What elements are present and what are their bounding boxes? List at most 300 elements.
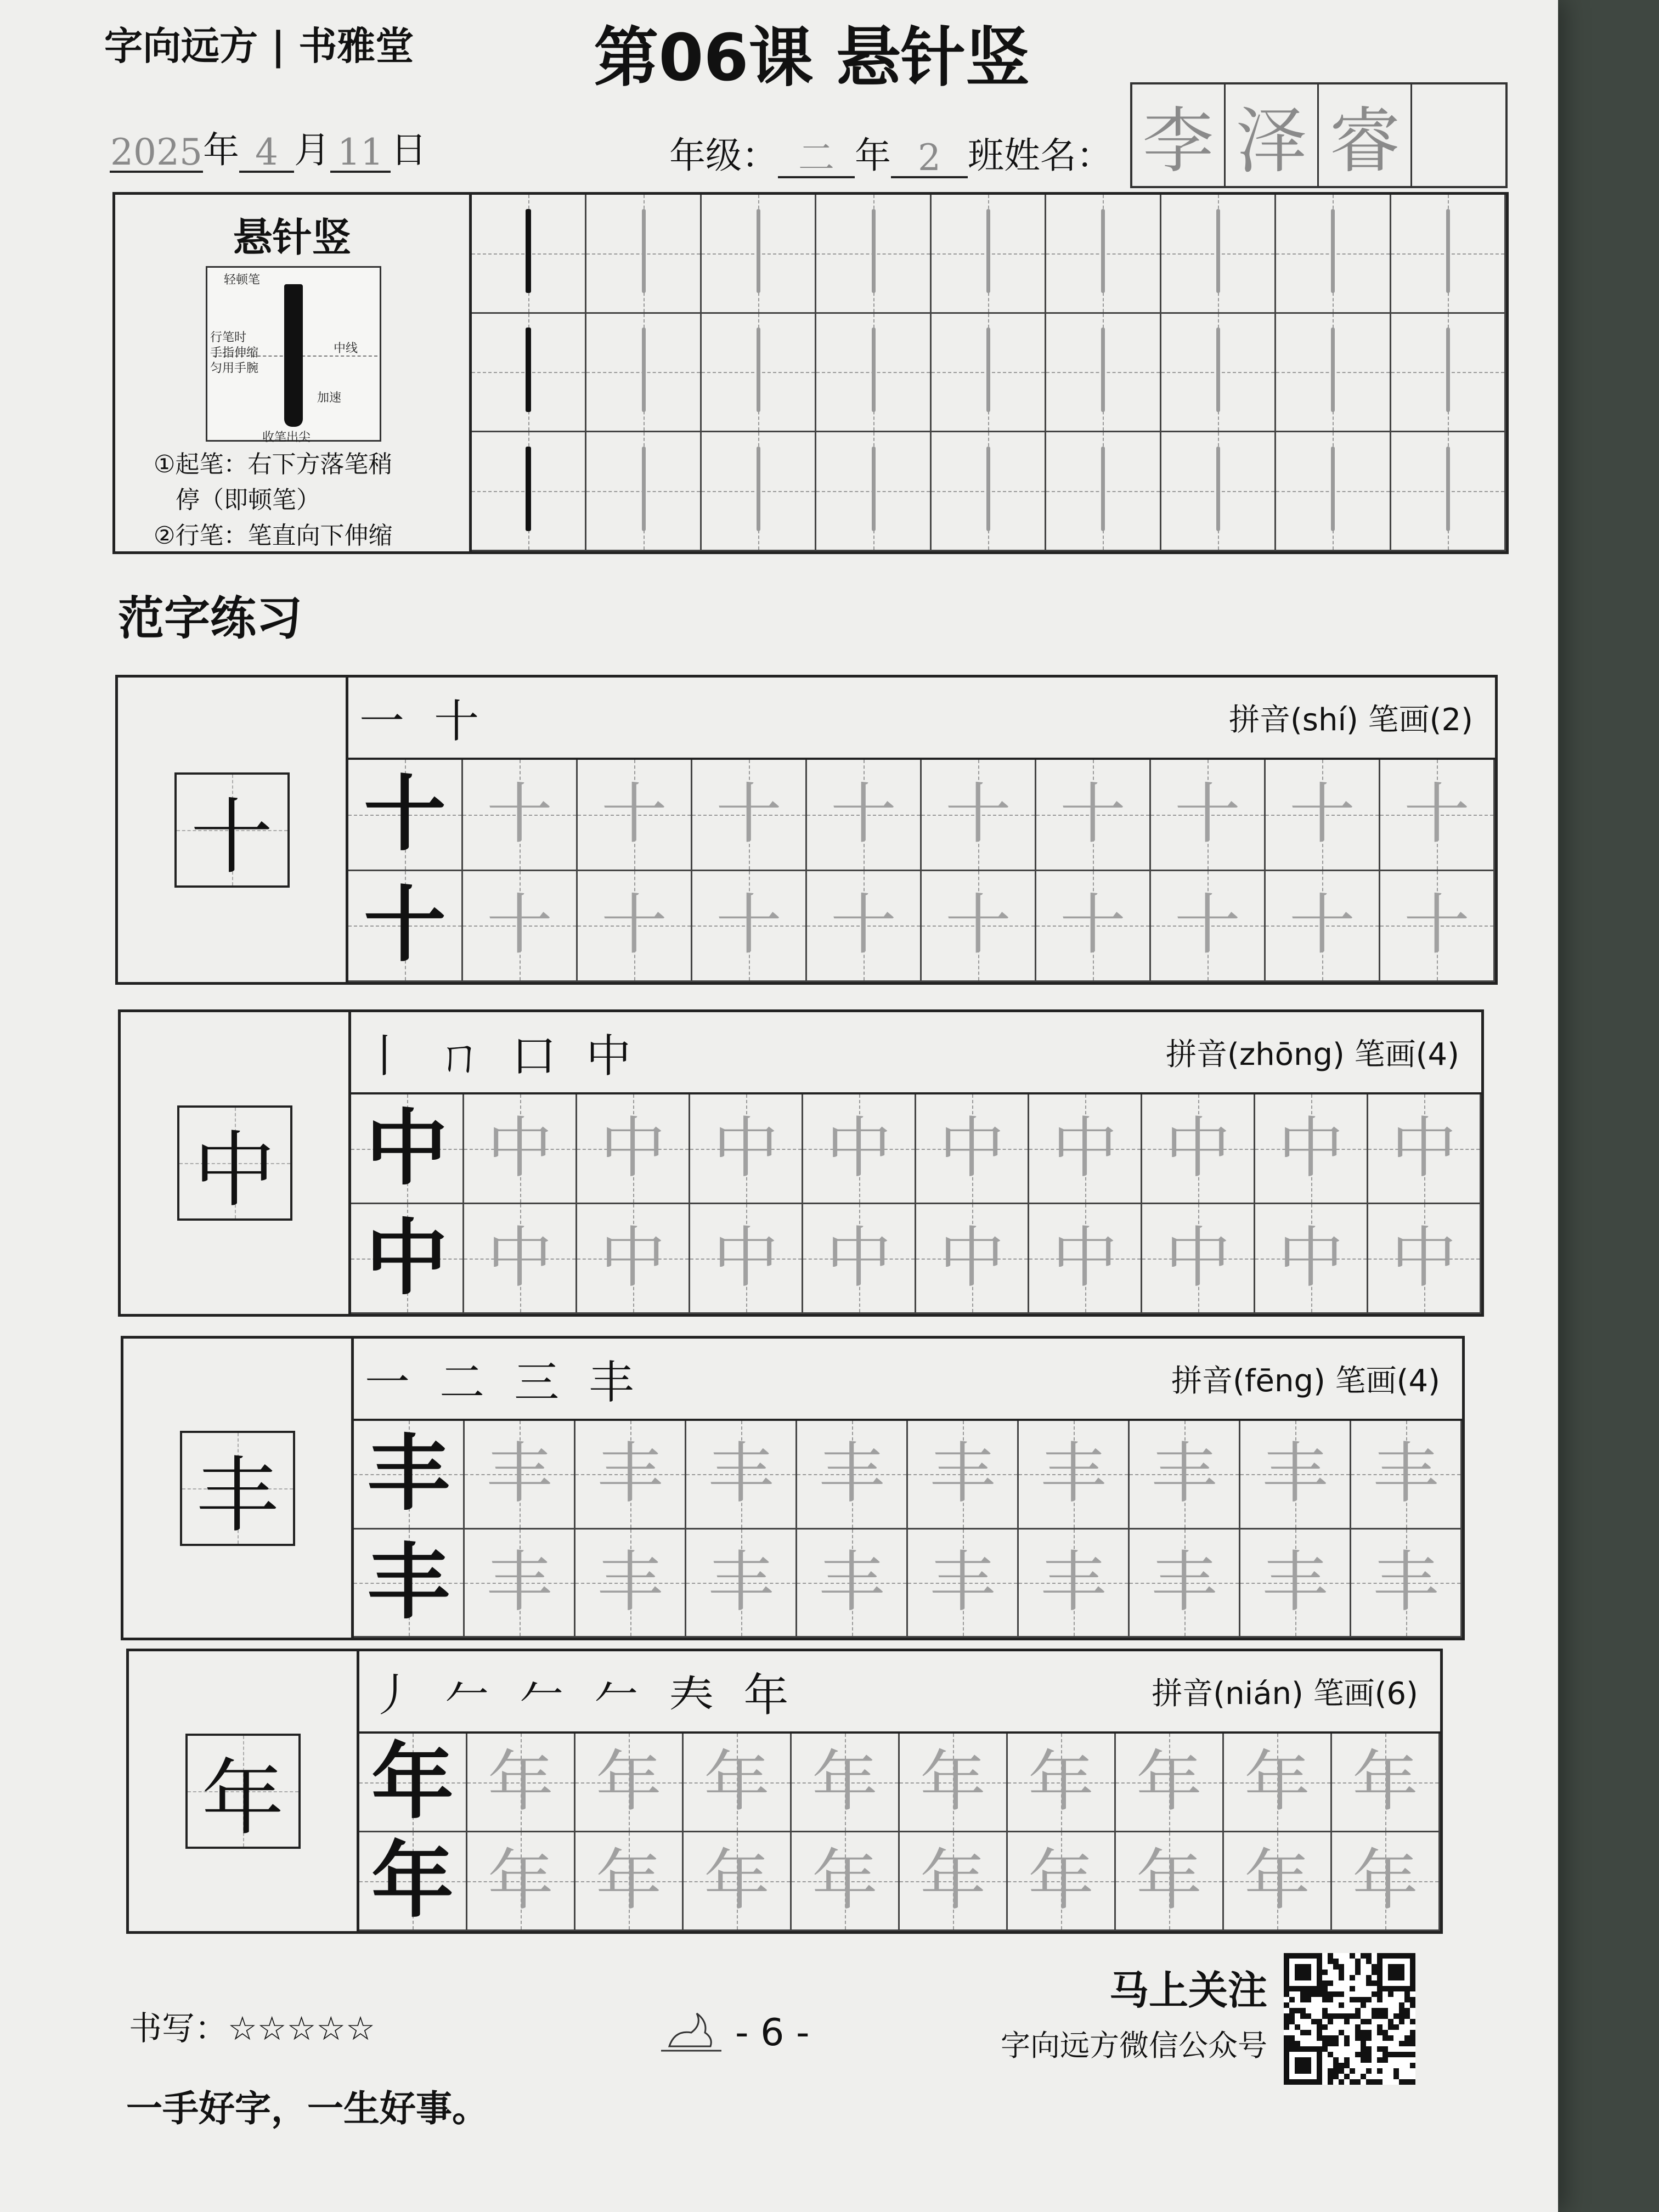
stroke-count-label: 笔画(2) — [1368, 702, 1473, 738]
char-practice-cell[interactable] — [577, 1094, 690, 1204]
char-info-bar — [354, 1339, 1462, 1421]
diagram-label: 行笔时 — [210, 331, 247, 345]
model-char-panel — [129, 1651, 359, 1931]
char-practice-cell[interactable] — [1368, 1204, 1481, 1314]
char-practice-cell[interactable] — [797, 1421, 908, 1530]
char-practice-cell[interactable] — [1224, 1832, 1332, 1931]
handwritten-char: 丰 — [597, 1436, 663, 1513]
model-char-panel — [118, 678, 348, 982]
model-char-box — [185, 1734, 301, 1849]
model-char: 十 — [363, 766, 446, 862]
handwritten-char: 年 — [920, 1743, 986, 1820]
stroke-practice-grid — [472, 195, 1506, 551]
stroke-order: 一 十 — [359, 695, 487, 748]
handwritten-char: 十 — [945, 887, 1011, 964]
char-practice-cell[interactable] — [577, 1204, 690, 1314]
traced-stroke — [1331, 209, 1335, 294]
char-practice-cell[interactable] — [463, 760, 578, 871]
char-block-shi — [115, 675, 1498, 985]
char-practice-cell[interactable] — [1380, 760, 1495, 871]
char-practice-cell[interactable] — [1151, 871, 1266, 983]
char-practice-cell[interactable] — [803, 1094, 916, 1204]
stroke-practice-cell[interactable] — [702, 432, 816, 551]
handwritten-char: 丰 — [1262, 1436, 1328, 1513]
follow-title: 马上关注 — [1109, 1967, 1267, 2013]
name-cell[interactable]: 睿 — [1319, 84, 1412, 186]
model-char: 年 — [201, 1751, 284, 1847]
handwritten-char: 中 — [713, 1110, 779, 1187]
char-practice-cell[interactable] — [1008, 1734, 1116, 1832]
char-practice-cell[interactable] — [1332, 1734, 1440, 1832]
char-practice-cell[interactable] — [803, 1204, 916, 1314]
grade-row — [669, 126, 1113, 178]
stroke-practice-cell[interactable] — [702, 195, 816, 314]
stroke-order: 丨 ㄇ 口 中 — [362, 1030, 639, 1082]
stroke-order: 丿 𠂉 𠂉 𠂉 𡗗 年 — [370, 1669, 797, 1722]
char-practice-cell[interactable] — [900, 1832, 1008, 1931]
char-practice-cell[interactable] — [922, 871, 1036, 983]
traced-stroke — [1101, 209, 1105, 294]
stroke-practice-cell[interactable] — [1046, 314, 1161, 433]
stroke-diagram — [206, 266, 381, 442]
handwritten-char: 十 — [716, 887, 782, 964]
char-practice-cell[interactable] — [575, 1734, 684, 1832]
name-label: 姓名： — [1004, 134, 1113, 177]
handwritten-char: 中 — [713, 1220, 779, 1296]
char-practice-area — [359, 1651, 1440, 1931]
handwritten-char: 十 — [1289, 887, 1355, 964]
handwritten-char: 年 — [488, 1842, 554, 1919]
stroke-practice-cell[interactable] — [932, 432, 1046, 551]
char-practice-cell[interactable] — [578, 760, 692, 871]
char-practice-cell[interactable] — [464, 1094, 577, 1204]
char-practice-cell[interactable] — [359, 1832, 467, 1931]
stroke-practice-cell[interactable] — [1276, 195, 1391, 314]
practice-section-title: 范字练习 — [118, 591, 303, 645]
stroke-practice-cell[interactable] — [586, 432, 701, 551]
char-practice-cell[interactable] — [351, 1204, 464, 1314]
handwritten-char: 中 — [600, 1110, 666, 1187]
char-practice-cell[interactable] — [1240, 1421, 1351, 1530]
diagram-label: 轻顿笔 — [224, 273, 261, 287]
char-practice-cell[interactable] — [1116, 1832, 1224, 1931]
char-practice-cell[interactable] — [1036, 871, 1151, 983]
model-char: 中 — [193, 1123, 276, 1218]
char-practice-cell[interactable] — [575, 1530, 686, 1638]
model-char: 丰 — [196, 1448, 279, 1544]
char-practice-cell[interactable] — [1240, 1530, 1351, 1638]
diagram-label: 收笔出尖 — [262, 431, 311, 444]
handwritten-char: 年 — [704, 1842, 770, 1919]
page-number: - 6 - — [735, 2011, 810, 2055]
handwritten-char: 中 — [487, 1220, 553, 1296]
stroke-practice-cell[interactable] — [1276, 432, 1391, 551]
handwritten-char: 中 — [1278, 1220, 1344, 1296]
stroke-practice-cell[interactable] — [932, 314, 1046, 433]
handwritten-char: 丰 — [708, 1436, 774, 1513]
handwritten-char: 年 — [1352, 1743, 1418, 1820]
handwritten-char: 年 — [596, 1743, 662, 1820]
char-practice-cell[interactable] — [351, 1094, 464, 1204]
pinyin-label: 拼音(shí) — [1228, 702, 1358, 738]
char-block-feng — [121, 1336, 1465, 1640]
traced-stroke — [986, 209, 990, 294]
model-char: 年 — [371, 1734, 454, 1830]
char-practice-cell[interactable] — [1255, 1204, 1368, 1314]
char-practice-cell[interactable] — [1351, 1530, 1462, 1638]
handwritten-char: 丰 — [1373, 1436, 1439, 1513]
char-practice-cell[interactable] — [465, 1421, 575, 1530]
stroke-practice-cell[interactable] — [1161, 432, 1276, 551]
traced-stroke — [872, 447, 876, 531]
model-stroke — [526, 209, 531, 294]
model-char: 丰 — [367, 1426, 450, 1522]
model-char: 丰 — [367, 1534, 450, 1630]
year-unit: 年 — [203, 129, 239, 171]
char-meta — [1171, 1357, 1440, 1401]
handwritten-char: 丰 — [486, 1544, 552, 1621]
char-practice-cell[interactable] — [1266, 760, 1380, 871]
char-practice-cell[interactable] — [1116, 1734, 1224, 1832]
stroke-note: 停（即顿笔） — [176, 486, 320, 514]
pinyin-label: 拼音(zhōng) — [1165, 1037, 1345, 1073]
handwritten-char: 中 — [826, 1220, 892, 1296]
char-practice-cell[interactable] — [1351, 1421, 1462, 1530]
char-practice-cell[interactable] — [922, 760, 1036, 871]
handwritten-char: 年 — [596, 1842, 662, 1919]
char-info-bar — [348, 678, 1495, 760]
char-practice-cell[interactable] — [465, 1530, 575, 1638]
char-practice-cell[interactable] — [692, 871, 807, 983]
handwritten-char: 年 — [812, 1842, 878, 1919]
traced-stroke — [1446, 328, 1450, 412]
handwritten-char: 中 — [826, 1110, 892, 1187]
char-practice-cell[interactable] — [1036, 760, 1151, 871]
char-practice-cell[interactable] — [348, 871, 463, 983]
stroke-practice-cell[interactable] — [472, 195, 586, 314]
date-row — [110, 121, 427, 173]
char-practice-cell[interactable] — [792, 1832, 900, 1931]
handwritten-char: 十 — [487, 887, 552, 964]
day-field[interactable]: 11 — [330, 134, 391, 173]
char-practice-grid — [354, 1421, 1462, 1638]
char-practice-cell[interactable] — [1380, 871, 1495, 983]
char-meta — [1229, 696, 1473, 740]
stroke-practice-cell[interactable] — [1046, 195, 1161, 314]
char-practice-cell[interactable] — [692, 760, 807, 871]
traced-stroke — [757, 209, 760, 294]
traced-stroke — [1216, 209, 1220, 294]
name-cell[interactable]: 泽 — [1226, 84, 1319, 186]
handwritten-char: 丰 — [929, 1436, 996, 1513]
model-char: 年 — [371, 1833, 454, 1929]
char-practice-cell[interactable] — [690, 1094, 803, 1204]
motto: 一手好字，一生好事。 — [126, 2087, 488, 2130]
handwritten-char: 中 — [939, 1220, 1005, 1296]
char-practice-cell[interactable] — [464, 1204, 577, 1314]
model-char: 十 — [190, 789, 273, 885]
char-practice-cell[interactable] — [684, 1832, 792, 1931]
char-practice-grid — [351, 1094, 1481, 1314]
lesson-title: 第06课 悬针竖 — [594, 20, 1030, 95]
traced-stroke — [1216, 328, 1220, 412]
char-practice-cell[interactable] — [900, 1734, 1008, 1832]
char-practice-cell[interactable] — [1151, 760, 1266, 871]
brand-logo: 字向远方 | 书雅堂 — [104, 23, 414, 69]
wechat-label: 字向远方微信公众号 — [1001, 2028, 1267, 2063]
stroke-note: ②行笔：笔直向下伸缩 — [154, 522, 393, 550]
char-practice-cell[interactable] — [686, 1530, 797, 1638]
handwritten-char: 丰 — [929, 1544, 996, 1621]
handwritten-char: 丰 — [1373, 1544, 1439, 1621]
stroke-practice-cell[interactable] — [1161, 195, 1276, 314]
name-cell[interactable] — [1412, 84, 1505, 186]
traced-stroke — [1331, 447, 1335, 531]
stroke-count-label: 笔画(6) — [1313, 1676, 1418, 1712]
stroke-count-label: 笔画(4) — [1335, 1363, 1440, 1399]
char-practice-cell[interactable] — [1142, 1094, 1255, 1204]
year-field[interactable]: 2025 — [110, 131, 202, 173]
model-char-box — [174, 772, 290, 888]
handwritten-char: 丰 — [1151, 1436, 1217, 1513]
char-practice-cell[interactable] — [1019, 1421, 1130, 1530]
char-practice-cell[interactable] — [467, 1734, 575, 1832]
stroke-practice-cell[interactable] — [1276, 314, 1391, 433]
handwritten-char: 中 — [487, 1110, 553, 1187]
traced-stroke — [1331, 328, 1335, 412]
handwritten-char: 中 — [1278, 1110, 1344, 1187]
follow-prompt — [977, 1959, 1267, 2064]
handwritten-char: 丰 — [1151, 1544, 1217, 1621]
handwritten-char: 年 — [1244, 1743, 1310, 1820]
stroke-practice-cell[interactable] — [816, 432, 931, 551]
handwritten-char: 中 — [600, 1220, 666, 1296]
traced-stroke — [1446, 447, 1450, 531]
qr-code-icon[interactable] — [1284, 1953, 1415, 2085]
handwritten-char: 十 — [1404, 776, 1470, 853]
char-block-zhong — [118, 1009, 1484, 1317]
handwritten-char: 十 — [487, 776, 552, 853]
stroke-practice-cell[interactable] — [816, 195, 931, 314]
handwritten-char: 中 — [1052, 1220, 1118, 1296]
char-practice-cell[interactable] — [1029, 1204, 1142, 1314]
diagram-label: 中线 — [334, 342, 358, 356]
stroke-practice-cell[interactable] — [1391, 314, 1506, 433]
char-practice-cell[interactable] — [1142, 1204, 1255, 1314]
stroke-practice-section — [112, 192, 1509, 554]
handwritten-char: 年 — [704, 1743, 770, 1820]
stroke-practice-cell[interactable] — [472, 432, 586, 551]
char-practice-cell[interactable] — [1029, 1094, 1142, 1204]
handwritten-char: 年 — [1028, 1743, 1094, 1820]
char-practice-cell[interactable] — [354, 1530, 465, 1638]
char-practice-cell[interactable] — [1130, 1530, 1240, 1638]
stroke-practice-cell[interactable] — [1046, 432, 1161, 551]
model-stroke — [526, 328, 531, 412]
stroke-practice-cell[interactable] — [702, 314, 816, 433]
handwritten-char: 中 — [1052, 1110, 1118, 1187]
char-practice-cell[interactable] — [1019, 1530, 1130, 1638]
traced-stroke — [1446, 209, 1450, 294]
char-practice-cell[interactable] — [348, 760, 463, 871]
handwritten-char: 十 — [1060, 887, 1126, 964]
stroke-practice-cell[interactable] — [1391, 432, 1506, 551]
char-practice-cell[interactable] — [463, 871, 578, 983]
char-practice-grid — [359, 1734, 1440, 1931]
stroke-practice-cell[interactable] — [932, 195, 1046, 314]
stroke-practice-cell[interactable] — [1391, 195, 1506, 314]
diagram-label: 匀用手腕 — [210, 362, 259, 375]
handwritten-char: 丰 — [597, 1544, 663, 1621]
handwritten-char: 丰 — [486, 1436, 552, 1513]
traced-stroke — [642, 209, 646, 294]
handwritten-char: 十 — [1175, 776, 1240, 853]
stroke-order: 一 二 三 丰 — [365, 1356, 642, 1409]
model-char-box — [177, 1105, 292, 1221]
class-field[interactable]: 2 — [891, 140, 968, 178]
handwritten-char: 年 — [488, 1743, 554, 1820]
char-meta — [1166, 1030, 1459, 1074]
handwritten-char: 十 — [716, 776, 782, 853]
handwritten-char: 中 — [1165, 1220, 1231, 1296]
char-practice-cell[interactable] — [807, 871, 922, 983]
handwritten-char: 年 — [1352, 1842, 1418, 1919]
handwritten-char: 年 — [1244, 1842, 1310, 1919]
char-block-nian — [126, 1649, 1443, 1934]
char-practice-cell[interactable] — [908, 1530, 1019, 1638]
char-practice-cell[interactable] — [575, 1832, 684, 1931]
stroke-practice-cell[interactable] — [1161, 314, 1276, 433]
stroke-count-label: 笔画(4) — [1354, 1037, 1459, 1073]
char-practice-area — [354, 1339, 1462, 1638]
handwritten-char: 中 — [1391, 1110, 1457, 1187]
char-practice-cell[interactable] — [1130, 1421, 1240, 1530]
grade-label: 年级： — [669, 134, 778, 177]
char-practice-area — [351, 1012, 1481, 1314]
traced-stroke — [1216, 447, 1220, 531]
traced-stroke — [872, 209, 876, 294]
handwritten-char: 年 — [1136, 1842, 1202, 1919]
handwritten-char: 丰 — [819, 1436, 885, 1513]
traced-stroke — [872, 328, 876, 412]
char-practice-cell[interactable] — [686, 1421, 797, 1530]
char-practice-cell[interactable] — [916, 1094, 1029, 1204]
char-practice-cell[interactable] — [807, 760, 922, 871]
handwritten-char: 丰 — [819, 1544, 885, 1621]
handwritten-char: 十 — [1404, 887, 1470, 964]
handwritten-char: 十 — [831, 887, 896, 964]
char-practice-cell[interactable] — [1266, 871, 1380, 983]
handwritten-char: 丰 — [1040, 1544, 1107, 1621]
traced-stroke — [986, 328, 990, 412]
month-unit: 月 — [294, 129, 330, 171]
model-char-panel — [121, 1012, 351, 1314]
handwritten-char: 年 — [812, 1743, 878, 1820]
char-practice-cell[interactable] — [1255, 1094, 1368, 1204]
rabbit-icon — [658, 2008, 724, 2057]
model-char-box — [180, 1431, 295, 1546]
char-practice-cell[interactable] — [1368, 1094, 1481, 1204]
traced-stroke — [1101, 328, 1105, 412]
char-practice-cell[interactable] — [916, 1204, 1029, 1314]
handwritten-char: 中 — [1165, 1110, 1231, 1187]
handwritten-char: 丰 — [1262, 1544, 1328, 1621]
handwritten-char: 十 — [601, 887, 667, 964]
char-practice-grid — [348, 760, 1495, 982]
grade-unit: 年 — [855, 134, 891, 177]
char-practice-cell[interactable] — [359, 1734, 467, 1832]
handwritten-char: 中 — [939, 1110, 1005, 1187]
handwritten-char: 丰 — [708, 1544, 774, 1621]
stroke-note: ①起笔：右下方落笔稍 — [154, 450, 393, 478]
model-char: 十 — [363, 878, 446, 974]
stroke-practice-cell[interactable] — [472, 314, 586, 433]
char-practice-cell[interactable] — [1008, 1832, 1116, 1931]
char-practice-cell[interactable] — [792, 1734, 900, 1832]
model-char: 中 — [365, 1101, 448, 1197]
char-practice-cell[interactable] — [578, 871, 692, 983]
stroke-practice-cell[interactable] — [816, 314, 931, 433]
char-practice-cell[interactable] — [467, 1832, 575, 1931]
char-practice-cell[interactable] — [690, 1204, 803, 1314]
handwritten-char: 年 — [1136, 1743, 1202, 1820]
char-practice-cell[interactable] — [684, 1734, 792, 1832]
handwritten-char: 十 — [601, 776, 667, 853]
traced-stroke — [757, 328, 760, 412]
handwritten-char: 年 — [920, 1842, 986, 1919]
pinyin-label: 拼音(fēng) — [1171, 1363, 1325, 1399]
grade-field[interactable]: 二 — [778, 140, 855, 178]
handwritten-char: 十 — [1289, 776, 1355, 853]
stroke-practice-cell[interactable] — [586, 195, 701, 314]
model-stroke — [526, 447, 531, 531]
char-practice-cell[interactable] — [1224, 1734, 1332, 1832]
handwritten-char: 十 — [945, 776, 1011, 853]
char-practice-cell[interactable] — [1332, 1832, 1440, 1931]
name-boxes — [1130, 82, 1508, 188]
char-practice-cell[interactable] — [575, 1421, 686, 1530]
traced-stroke — [642, 328, 646, 412]
traced-stroke — [642, 447, 646, 531]
handwritten-char: 中 — [1391, 1220, 1457, 1296]
month-field[interactable]: 4 — [239, 134, 294, 173]
model-char-panel — [123, 1339, 354, 1638]
handwritten-char: 十 — [1175, 887, 1240, 964]
model-char: 中 — [365, 1210, 448, 1306]
stroke-example — [284, 284, 303, 427]
stroke-practice-cell[interactable] — [586, 314, 701, 433]
diagram-label: 加速 — [317, 391, 342, 405]
char-info-bar — [351, 1012, 1481, 1094]
char-practice-cell[interactable] — [908, 1421, 1019, 1530]
handwritten-char: 丰 — [1040, 1436, 1107, 1513]
traced-stroke — [1101, 447, 1105, 531]
diagram-label: 手指伸缩 — [210, 346, 259, 360]
writing-rating: 书写：☆☆☆☆☆ — [129, 2010, 375, 2048]
char-info-bar — [359, 1651, 1440, 1734]
stroke-name: 悬针竖 — [233, 215, 352, 261]
handwritten-char: 十 — [831, 776, 896, 853]
char-practice-area — [348, 678, 1495, 982]
traced-stroke — [986, 447, 990, 531]
page-number-area — [658, 2008, 810, 2057]
char-practice-cell[interactable] — [797, 1530, 908, 1638]
char-practice-cell[interactable] — [354, 1421, 465, 1530]
day-unit: 日 — [391, 129, 427, 171]
char-meta — [1152, 1669, 1418, 1713]
stroke-info-panel — [115, 195, 472, 551]
name-cell[interactable]: 李 — [1132, 84, 1226, 186]
